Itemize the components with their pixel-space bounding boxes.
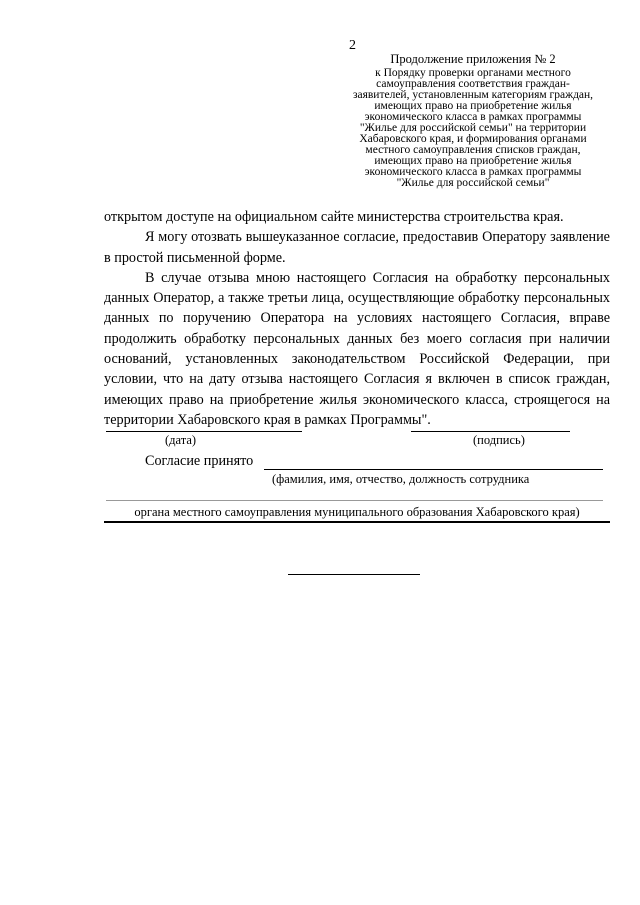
- header-line: Хабаровского края, и формирования органами: [359, 133, 587, 145]
- header-line: "Жилье для российской семьи" на территории: [359, 122, 587, 134]
- paragraph-open-access: открытом доступе на официальном сайте министерства строительства края.: [104, 209, 564, 225]
- organ-line: [106, 500, 603, 501]
- signature-caption: (подпись): [473, 433, 525, 447]
- date-line: [106, 431, 302, 432]
- paragraph-revocation-terms: В случае отзыва мною настоящего Согласия на обработку персональных данных Оператор, а также третьи лица, осуществляющие обработку персональных данных по поручению Оператора на условиях настоящего Согласия, вправе продолжить обработку персональных данных без моего согласия при наличии оснований, установленных законодательством Российской Федерации, при условии, что на дату отзыва настоящего Согласия я включен в список граждан, имеющих право на приобретение жилья экономического класса, строящегося на территории Хабаровского края в рамках Программы".: [104, 269, 610, 428]
- date-caption: (дата): [165, 433, 197, 447]
- header-line: "Жилье для российской семьи": [396, 177, 550, 189]
- appendix-header: [338, 52, 608, 189]
- header-line: местного самоуправления списков граждан,: [365, 144, 581, 156]
- employee-line: [264, 469, 603, 470]
- appendix-title: Продолжение приложения № 2: [390, 52, 556, 66]
- page-number: 2: [349, 38, 356, 53]
- header-line: самоуправления соответствия граждан-: [376, 78, 570, 90]
- header-line: имеющих право на приобретение жилья: [374, 155, 572, 167]
- organ-underline: [104, 521, 610, 523]
- header-line: экономического класса в рамках программы: [364, 111, 582, 123]
- end-separator: [288, 574, 420, 575]
- employee-caption: (фамилия, имя, отчество, должность сотрудника: [272, 472, 530, 486]
- organ-caption: органа местного самоуправления муниципального образования Хабаровского края): [134, 505, 580, 519]
- signature-line: [411, 431, 570, 432]
- consent-body: [104, 207, 610, 430]
- paragraph-revocation-right: Я могу отозвать вышеуказанное согласие, предоставив Оператору заявление в простой письменной форме.: [104, 229, 610, 266]
- header-line: имеющих право на приобретение жилья: [374, 100, 572, 112]
- consent-accepted-label: Согласие принято: [145, 453, 254, 469]
- header-line: экономического класса в рамках программы: [364, 166, 582, 178]
- header-line: заявителей, установленным категориям граждан,: [352, 89, 594, 101]
- header-line: к Порядку проверки органами местного: [375, 67, 571, 79]
